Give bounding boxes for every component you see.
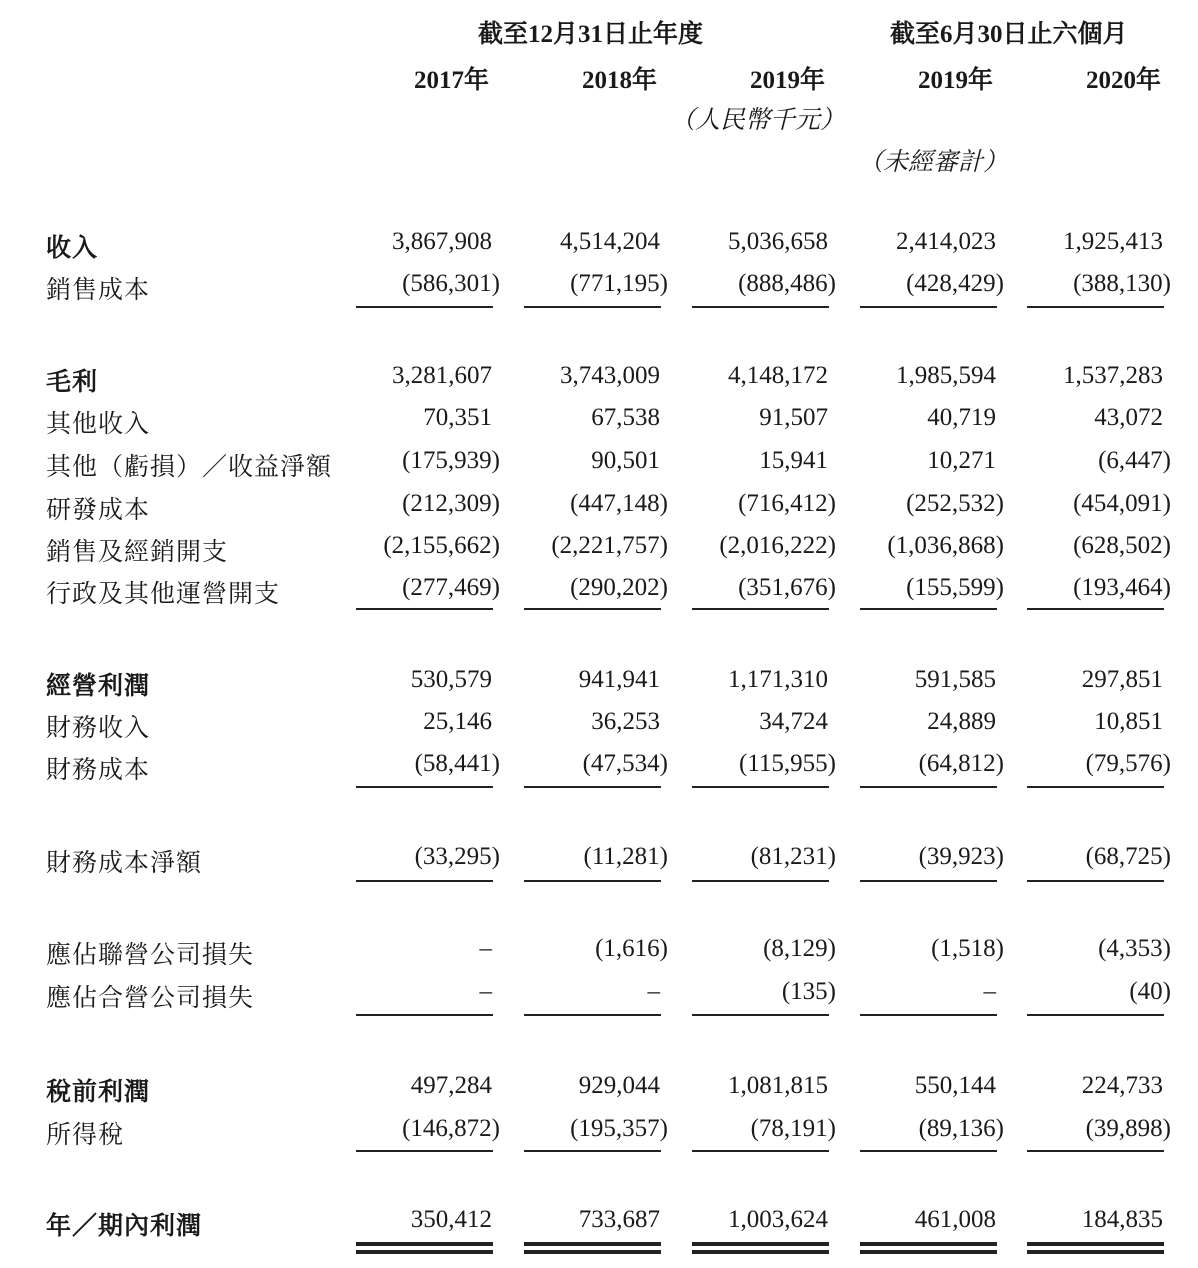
row-value: 25,146 [423,708,492,735]
row-value: 3,743,009 [560,362,660,389]
row-value: (47,534) [582,750,668,777]
year-header-2017: 2017年 [414,67,490,94]
row-value: (771,195) [570,270,668,297]
row-label: 行政及其他運營開支 [46,581,281,608]
row-label: 銷售及經銷開支 [46,539,229,566]
subtotal-rule [692,1014,829,1016]
subtotal-rule [860,1150,997,1152]
row-value: 297,851 [1081,666,1163,693]
row-value: 941,941 [578,666,660,693]
subtotal-rule [692,880,829,882]
subtotal-rule [692,786,829,788]
subtotal-rule [356,1014,493,1016]
currency-note: （人民幣千元） [670,107,846,134]
row-value: 1,003,624 [728,1206,828,1233]
row-value: – [983,978,996,1005]
row-value: 1,985,594 [896,362,996,389]
total-double-rule [1027,1250,1164,1254]
row-value: 350,412 [410,1206,492,1233]
row-label: 應佔聯營公司損失 [46,942,255,969]
header-group-interim: 截至6月30日止六個月 [890,21,1128,48]
row-label: 財務收入 [46,715,151,742]
row-value: (428,429) [906,270,1004,297]
row-value: 929,044 [578,1072,660,1099]
subtotal-rule [860,306,997,308]
total-double-rule [860,1242,997,1246]
row-value: (135) [781,978,836,1005]
subtotal-rule [524,608,661,610]
subtotal-rule [524,880,661,882]
row-value: 1,171,310 [728,666,828,693]
row-label: 毛利 [46,369,99,396]
subtotal-rule [524,1014,661,1016]
row-value: 34,724 [759,708,828,735]
row-label: 年／期內利潤 [46,1213,203,1240]
row-value: (888,486) [738,270,836,297]
row-label: 經營利潤 [46,673,151,700]
row-value: (39,898) [1085,1115,1171,1142]
total-double-rule [356,1250,493,1254]
row-label: 稅前利潤 [46,1079,151,1106]
subtotal-rule [524,1150,661,1152]
row-label: 其他收入 [46,411,151,438]
row-value: 91,507 [759,404,828,431]
row-value: (68,725) [1085,843,1171,870]
row-value: 530,579 [410,666,492,693]
row-value: (1,036,868) [887,532,1004,559]
row-value: 67,538 [591,404,660,431]
row-value: 184,835 [1081,1206,1163,1233]
row-value: (447,148) [570,490,668,517]
row-value: 461,008 [914,1206,996,1233]
row-value: 3,281,607 [392,362,492,389]
row-label: 財務成本淨額 [46,850,203,877]
total-double-rule [860,1250,997,1254]
subtotal-rule [356,880,493,882]
subtotal-rule [692,1150,829,1152]
row-value: (212,309) [402,490,500,517]
row-value: (193,464) [1073,574,1171,601]
subtotal-rule [1027,786,1164,788]
row-value: 40,719 [927,404,996,431]
subtotal-rule [356,1150,493,1152]
subtotal-rule [860,608,997,610]
row-value: 224,733 [1081,1072,1163,1099]
row-value: (78,191) [750,1115,836,1142]
subtotal-rule [1027,880,1164,882]
row-label: 財務成本 [46,757,151,784]
row-value: (290,202) [570,574,668,601]
row-value: (64,812) [918,750,1004,777]
total-double-rule [1027,1242,1164,1246]
row-label: 收入 [46,235,99,262]
row-value: (195,357) [570,1115,668,1142]
row-value: 1,537,283 [1063,362,1163,389]
row-value: – [479,935,492,962]
row-value: (454,091) [1073,490,1171,517]
row-value: 4,148,172 [728,362,828,389]
row-value: 1,081,815 [728,1072,828,1099]
row-value: 36,253 [591,708,660,735]
subtotal-rule [860,1014,997,1016]
row-value: (58,441) [414,750,500,777]
subtotal-rule [1027,608,1164,610]
year-header-2018: 2018年 [582,67,658,94]
row-label: 應佔合營公司損失 [46,985,255,1012]
row-value: (716,412) [738,490,836,517]
row-value: 15,941 [759,447,828,474]
row-label: 研發成本 [46,497,151,524]
row-value: (4,353) [1098,935,1171,962]
row-value: (351,676) [738,574,836,601]
total-double-rule [692,1250,829,1254]
row-value: (2,016,222) [719,532,836,559]
subtotal-rule [524,786,661,788]
subtotal-rule [356,786,493,788]
row-value: (2,221,757) [551,532,668,559]
row-value: (40) [1129,978,1171,1005]
row-value: (155,599) [906,574,1004,601]
row-value: (115,955) [739,750,836,777]
unaudited-note: （未經審計） [858,149,1009,176]
subtotal-rule [860,880,997,882]
row-value: 733,687 [578,1206,660,1233]
row-value: 5,036,658 [728,228,828,255]
subtotal-rule [1027,1150,1164,1152]
subtotal-rule [1027,306,1164,308]
row-value: 10,271 [927,447,996,474]
row-value: 2,414,023 [896,228,996,255]
row-value: – [647,978,660,1005]
row-value: (11,281) [583,843,668,870]
row-value: (252,532) [906,490,1004,517]
row-value: 550,144 [914,1072,996,1099]
total-double-rule [356,1242,493,1246]
row-value: (586,301) [402,270,500,297]
row-value: (81,231) [750,843,836,870]
subtotal-rule [860,786,997,788]
total-double-rule [692,1242,829,1246]
row-value: (39,923) [918,843,1004,870]
row-label: 其他（虧損）／收益淨額 [46,454,333,481]
row-value: – [479,978,492,1005]
year-header-2019b: 2019年 [918,67,994,94]
row-value: 497,284 [410,1072,492,1099]
row-value: (146,872) [402,1115,500,1142]
row-value: (6,447) [1098,447,1171,474]
row-value: (1,616) [595,935,668,962]
row-value: (628,502) [1073,532,1171,559]
row-value: (175,939) [402,447,500,474]
subtotal-rule [692,608,829,610]
row-value: 1,925,413 [1063,228,1163,255]
header-group-annual: 截至12月31日止年度 [478,21,704,48]
row-value: (8,129) [763,935,836,962]
row-value: (33,295) [414,843,500,870]
row-label: 所得稅 [46,1122,125,1149]
row-value: (89,136) [918,1115,1004,1142]
row-value: 4,514,204 [560,228,660,255]
row-value: 10,851 [1094,708,1163,735]
year-header-2020: 2020年 [1086,67,1162,94]
row-value: (277,469) [402,574,500,601]
total-double-rule [524,1250,661,1254]
year-header-2019a: 2019年 [750,67,826,94]
row-value: 90,501 [591,447,660,474]
row-value: (1,518) [931,935,1004,962]
row-value: 591,585 [914,666,996,693]
row-value: 24,889 [927,708,996,735]
row-label: 銷售成本 [46,277,151,304]
row-value: (2,155,662) [383,532,500,559]
subtotal-rule [524,306,661,308]
row-value: 43,072 [1094,404,1163,431]
total-double-rule [524,1242,661,1246]
row-value: (388,130) [1073,270,1171,297]
row-value: 70,351 [423,404,492,431]
row-value: (79,576) [1085,750,1171,777]
row-value: 3,867,908 [392,228,492,255]
subtotal-rule [356,306,493,308]
subtotal-rule [356,608,493,610]
subtotal-rule [692,306,829,308]
subtotal-rule [1027,1014,1164,1016]
